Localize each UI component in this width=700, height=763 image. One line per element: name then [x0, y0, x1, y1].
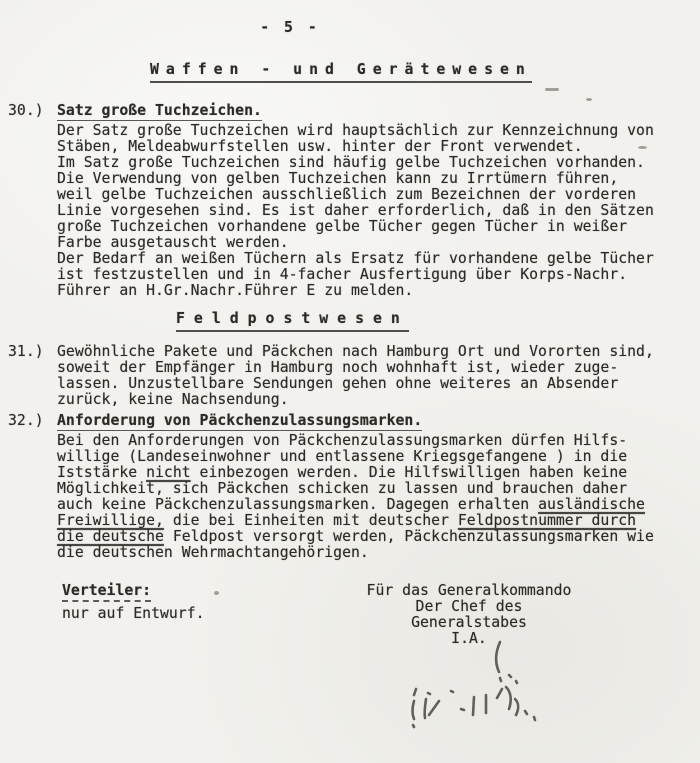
- text-line: [57, 513, 700, 529]
- underlined-text: nicht: [146, 464, 191, 481]
- text-line: Führer an H.Gr.Nachr.Führer E zu melden.: [57, 282, 414, 299]
- text-segment: auch keine Päckchenzulassungsmarken. Dagegen erhalten: [57, 496, 539, 513]
- text-line: Möglichkeit, sich Päckchen schicken zu lassen und brauchen daher: [57, 480, 628, 497]
- text-line: [57, 497, 700, 513]
- signature-area: [354, 639, 584, 725]
- item-30-number: 30.): [8, 102, 44, 119]
- underlined-text: ausländische: [538, 496, 645, 513]
- underlined-text: Feldpostnummer durch: [457, 512, 637, 529]
- page-number: - 5 -: [260, 19, 320, 36]
- distribution-label: Verteiler:: [62, 583, 151, 602]
- item-31: [8, 344, 700, 408]
- text-line: Stäben, Meldeabwurfstellen usw. hinter der Front verwendet.: [57, 138, 583, 155]
- text-line: Linie vorgesehen sind. Es ist daher erforderlich, daß in den Sätzen: [57, 202, 654, 219]
- signature-line-3: I.A.: [451, 630, 487, 647]
- text-line: große Tuchzeichen vorhandene gelbe Tücher gegen Tücher in weißer: [57, 218, 628, 235]
- item-32-number: 32.): [8, 412, 44, 429]
- item-30-body: [57, 123, 700, 299]
- text-line: [57, 529, 700, 545]
- text-segment: einbezogen werden. Die Hilfswilligen haben keine: [190, 464, 628, 481]
- scan-speck: [545, 88, 559, 91]
- text-line: Im Satz große Tuchzeichen sind häufig gelbe Tuchzeichen vorhanden.: [57, 154, 645, 171]
- text-line: Der Bedarf an weißen Tüchern als Ersatz für vorhandene gelbe Tücher: [57, 250, 654, 267]
- text-line: weil gelbe Tuchzeichen ausschließlich zum Bezeichnen der vorderen: [57, 186, 637, 203]
- item-32-content: [57, 413, 700, 561]
- item-32-title: Anforderung von Päckchenzulassungsmarken.: [57, 412, 423, 429]
- signature-block: [354, 583, 584, 725]
- text-line: Bei den Anforderungen von Päckchenzulassungsmarken dürfen Hilfs-: [57, 432, 628, 449]
- item-32: [8, 413, 700, 561]
- text-line: Farbe ausgetauscht werden.: [57, 234, 289, 251]
- text-line: Die Verwendung von gelben Tuchzeichen kann zu Irrtümern führen,: [57, 170, 619, 187]
- section-heading-fieldpost: Feldpostwesen: [176, 311, 409, 332]
- text-line: soweit der Empfänger in Hamburg noch wohnhaft ist, wieder zuge-: [57, 359, 619, 376]
- text-line: die deutschen Wehrmachtangehörigen.: [57, 544, 369, 561]
- distribution-block: [62, 583, 354, 725]
- signature-line-1: Für das Generalkommando: [366, 582, 572, 599]
- text-line: Der Satz große Tuchzeichen wird hauptsächlich zur Kennzeichnung von: [57, 122, 654, 139]
- text-segment: Iststärke: [57, 464, 147, 481]
- item-32-body: [57, 433, 700, 561]
- underlined-text: die deutsche: [57, 528, 164, 545]
- distribution-note: nur auf Entwurf.: [62, 605, 205, 622]
- scan-speck: [214, 591, 219, 595]
- text-line: willige (Landeseinwohner und entlassene Kriegsgefangene ) in die: [57, 448, 628, 465]
- item-31-body: [57, 344, 700, 408]
- text-line: lassen. Unzustellbare Sendungen gehen ohne weiteres an Absender: [57, 375, 619, 392]
- item-30-content: [57, 103, 700, 299]
- handwritten-signature-icon: [406, 639, 566, 729]
- signature-line-2: Der Chef des Generalstabes: [411, 598, 527, 631]
- section-heading-weapons: Waffen - und Gerätewesen: [150, 62, 532, 83]
- item-30-title: Satz große Tuchzeichen.: [57, 102, 262, 119]
- text-line: Gewöhnliche Pakete und Päckchen nach Hamburg Ort und Vororten sind,: [57, 343, 654, 360]
- item-31-number: 31.): [8, 343, 44, 360]
- underlined-text: Freiwillige,: [57, 512, 164, 529]
- item-31-content: [57, 344, 700, 408]
- item-30: [8, 103, 700, 299]
- text-line: zurück, keine Nachsendung.: [57, 391, 289, 408]
- document-footer: [0, 583, 700, 725]
- scan-speck: [638, 146, 647, 149]
- text-line: ist festzustellen und in 4-facher Ausfertigung über Korps-Nachr.: [57, 266, 628, 283]
- scan-speck: [586, 98, 592, 101]
- text-line: [57, 465, 700, 481]
- text-segment: die bei Einheiten mit deutscher: [163, 512, 458, 529]
- text-segment: Feldpost versorgt werden, Päckchenzulassungsmarken wie: [163, 528, 654, 545]
